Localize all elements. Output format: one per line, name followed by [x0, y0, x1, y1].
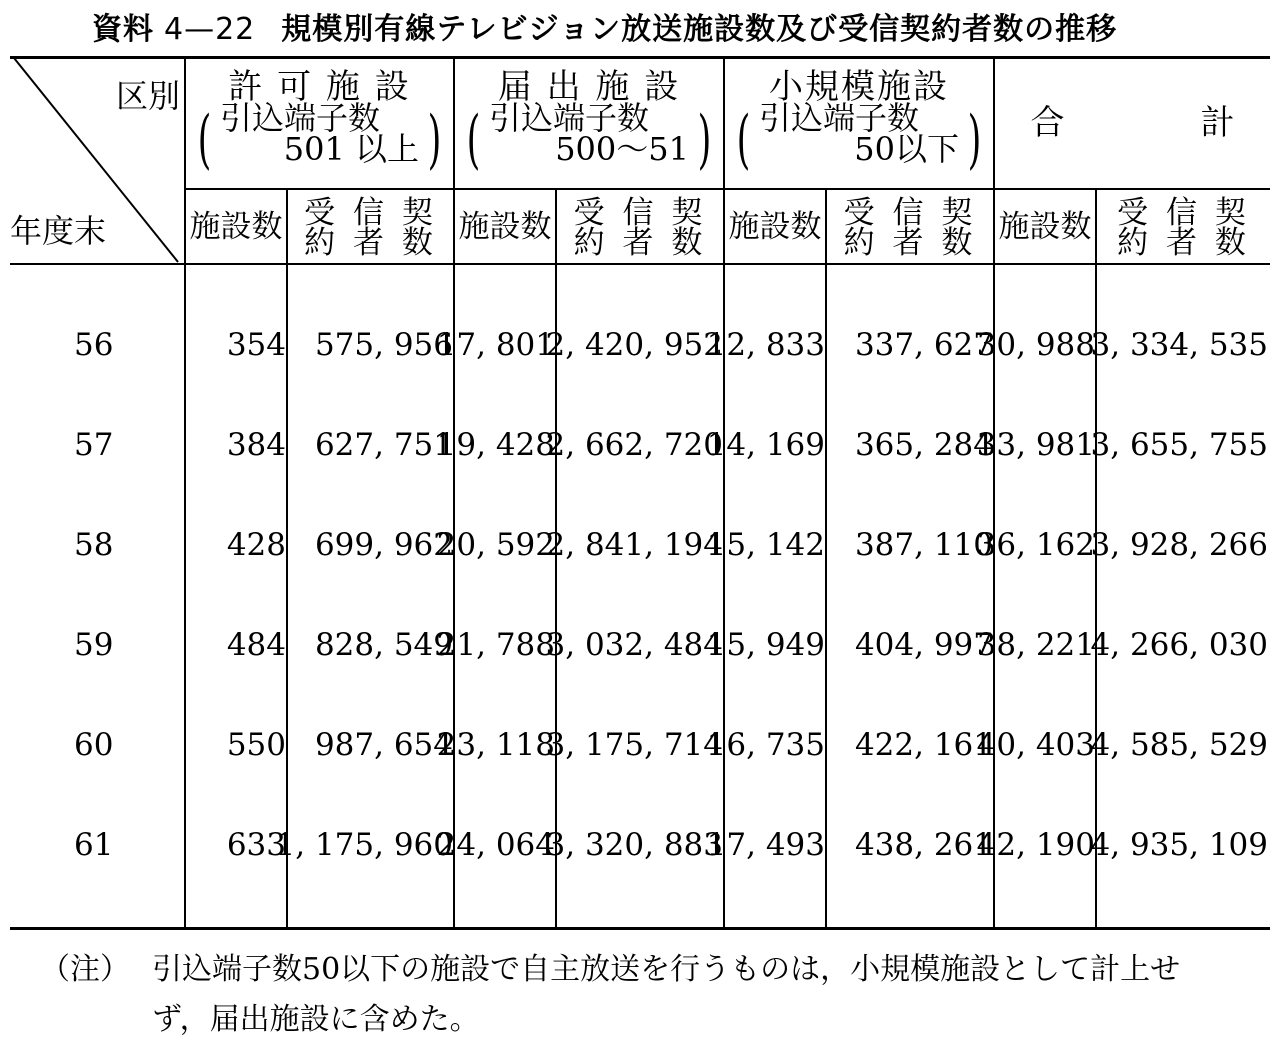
table-cell: 633: [226, 827, 286, 863]
table-cell: 387, 110: [854, 527, 993, 563]
table-cell: 21, 788: [436, 627, 555, 663]
table-cell: 1, 175, 960: [275, 827, 453, 863]
subheader-facilities: 施設数: [998, 209, 1092, 245]
footnote-line2: ず，届出施設に含めた。: [152, 1002, 480, 1037]
subheader-facilities: 施設数: [189, 209, 283, 245]
table-cell: 627, 751: [314, 427, 453, 463]
table-cell: 404, 997: [854, 627, 993, 663]
table-cell: 3, 320, 883: [545, 827, 723, 863]
table-cell: 699, 962: [314, 527, 453, 563]
group-line2: 500〜51: [555, 130, 689, 168]
table-cell: 15, 142: [706, 527, 825, 563]
table-cell: 19, 428: [436, 427, 555, 463]
table-cell: 2, 841, 194: [545, 527, 723, 563]
table-cell: 4, 266, 030: [1090, 627, 1268, 663]
table-row-year: 61: [74, 827, 114, 863]
group-small-facilities: 小規模施設 引込端子数 50以下 ( ): [725, 72, 993, 165]
group-name: 許 可 施 設: [228, 67, 411, 107]
table-cell: 20, 592: [436, 527, 555, 563]
group-line1: 引込端子数: [759, 99, 920, 137]
group-line2: 501 以上: [283, 130, 419, 168]
title-text: 規模別有線テレビジョン放送施設数及び受信契約者数の推移: [281, 12, 1118, 47]
corner-label-fiscal-year-end: 年度末: [10, 212, 107, 250]
table-cell: 2, 420, 952: [545, 327, 723, 363]
table-cell: 42, 190: [976, 827, 1095, 863]
table-cell: 38, 221: [976, 627, 1095, 663]
group-total: [995, 103, 1270, 143]
table-cell: 2, 662, 720: [545, 427, 723, 463]
table-cell: 354: [226, 327, 286, 363]
subheader-subscribers: 受 信 契 約 者 数: [304, 195, 437, 261]
table-cell: 14, 169: [706, 427, 825, 463]
table-row-year: 59: [74, 627, 114, 663]
subheader-subscribers: 受 信 契 約 者 数: [1117, 195, 1250, 261]
table-cell: 4, 935, 109: [1090, 827, 1268, 863]
footnote-label: （注）: [40, 952, 130, 987]
table-cell: 12, 833: [706, 327, 825, 363]
table-cell: 33, 981: [976, 427, 1095, 463]
subheader-subscribers: 受 信 契 約 者 数: [843, 195, 977, 261]
table-row-year: 60: [74, 727, 114, 763]
footnote: [40, 945, 1270, 1045]
table-cell: 15, 949: [706, 627, 825, 663]
table-row-year: 58: [74, 527, 114, 563]
table-cell: 438, 261: [854, 827, 993, 863]
group-name: 合 計: [1030, 103, 1235, 143]
group-line1: 引込端子数: [220, 99, 381, 137]
footnote-line1: （注） 引込端子数50以下の施設で自主放送を行うものは，小規模施設として計上せ: [40, 945, 1270, 995]
table-cell: 23, 118: [436, 727, 555, 763]
table-row-year: 56: [74, 327, 114, 363]
group-licensed-facilities: 許 可 施 設 引込端子数 501 以上 ( ): [186, 72, 453, 165]
table-cell: 3, 334, 535: [1090, 327, 1268, 363]
table-cell: 575, 956: [314, 327, 453, 363]
group-notified-facilities: 届 出 施 設 引込端子数 500〜51 ( ): [455, 72, 723, 165]
table-cell: 337, 627: [854, 327, 993, 363]
table-cell: 17, 801: [436, 327, 555, 363]
table-cell: 4, 585, 529: [1090, 727, 1268, 763]
title-prefix: 資料: [92, 12, 154, 47]
table-cell: 17, 493: [706, 827, 825, 863]
table-cell: 36, 162: [976, 527, 1095, 563]
corner-label-category: 区別: [116, 77, 181, 115]
group-line2: 50以下: [854, 130, 959, 168]
table-cell: 3, 928, 266: [1090, 527, 1268, 563]
table-cell: 3, 032, 484: [545, 627, 723, 663]
table-cell: 422, 161: [854, 727, 993, 763]
subheader-facilities: 施設数: [458, 209, 552, 245]
table-cell: 30, 988: [976, 327, 1095, 363]
table-cell: 3, 655, 755: [1090, 427, 1268, 463]
table-cell: 40, 403: [976, 727, 1095, 763]
table-cell: 365, 284: [854, 427, 993, 463]
group-line1: 引込端子数: [489, 99, 650, 137]
subheader-facilities: 施設数: [728, 209, 822, 245]
table-cell: 16, 735: [706, 727, 825, 763]
table-cell: 384: [226, 427, 286, 463]
table-cell: 550: [226, 727, 286, 763]
table-cell: 987, 654: [314, 727, 453, 763]
group-name: 小規模施設: [769, 67, 949, 107]
subheader-subscribers: 受 信 契 約 者 数: [573, 195, 707, 261]
table-cell: 484: [226, 627, 286, 663]
table-row-year: 57: [74, 427, 114, 463]
table-cell: 3, 175, 714: [545, 727, 723, 763]
table-cell: 828, 549: [314, 627, 453, 663]
title-number: 4—22: [164, 12, 256, 47]
group-name: 届 出 施 設: [497, 67, 681, 107]
table-cell: 24, 064: [436, 827, 555, 863]
table-cell: 428: [226, 527, 286, 563]
